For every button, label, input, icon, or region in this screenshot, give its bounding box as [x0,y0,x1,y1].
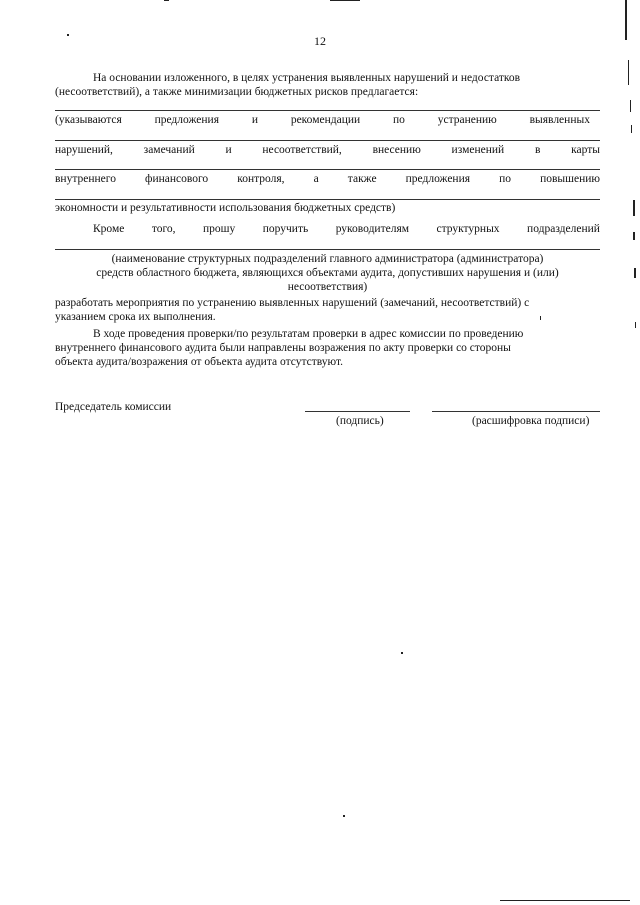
para2-word: подразделений [527,223,600,235]
para2-word: поручить [262,223,309,235]
blank-line-3 [55,169,600,170]
para1-line1: На основании изложенного, в целях устранения выявленных нарушений и недостатков [93,72,521,84]
para2-word: руководителям [335,223,410,235]
blank-row2-word: карты [571,144,600,156]
blank-row3-word: также [347,173,377,185]
para3-line2: внутреннего финансового аудита были направлены возражения по акту проверки со стороны [55,342,511,354]
signature-role: Председатель комиссии [55,401,172,413]
blank-line-5 [55,249,600,250]
blank-row2-word: внесению [372,144,421,156]
blank-row3 [55,172,600,186]
caption-line3: несоответствия) [287,281,368,293]
scan-mark [630,100,631,112]
scan-mark [540,316,541,320]
scan-mark [633,232,635,240]
para3-line1: В ходе проведения проверки/по результатам проверки в адрес комиссии по проведению [93,328,524,340]
blank-row3-word: внутреннего [55,173,116,185]
para2-line5: указанием срока их выполнения. [55,311,216,323]
signature-caption: (подпись) [336,415,384,427]
blank-row3-word: финансового [145,173,209,185]
scan-mark [625,0,627,40]
para2-word: структурных [436,223,500,235]
blank-row1 [55,113,590,127]
blank-row2-word: в [534,144,541,156]
blank-row1-word: предложения [154,114,219,126]
blank-row4: экономности и результативности использования бюджетных средств) [55,202,396,214]
signature-line [305,411,410,412]
para2-word: прошу [203,223,236,235]
blank-line-1 [55,110,600,111]
blank-row1-word: выявленных [529,114,590,126]
blank-row1-word: (указываются [55,114,122,126]
blank-line-4 [55,199,600,200]
caption-line1: (наименование структурных подразделений главного администратора (администратора) [111,253,544,265]
scan-mark [635,322,636,328]
para3-line3: объекта аудита/возражения от объекта аудита отсутствуют. [55,356,343,368]
blank-row3-word: контроля, [237,173,285,185]
blank-row3-word: а [313,173,319,185]
para1-line2: (несоответствий), а также минимизации бюджетных рисков предлагается: [55,86,419,98]
scan-mark [633,200,635,216]
blank-line-2 [55,140,600,141]
scan-mark [401,652,403,654]
blank-row2-word: изменений [451,144,505,156]
decoding-line [432,411,600,412]
blank-row3-word: предложения [405,173,471,185]
blank-row1-word: рекомендации [290,114,361,126]
para2-word: Кроме [93,223,125,235]
caption-line2: средств областного бюджета, являющихся объектами аудита, допустивших нарушения и (или) [96,267,559,279]
scan-mark [164,0,169,1]
blank-row2-word: и [225,144,232,156]
blank-row1-word: по [392,114,405,126]
blank-row1-word: и [251,114,258,126]
scan-mark [67,34,69,36]
blank-row1-word: устранению [437,114,497,126]
blank-row2 [55,143,600,157]
blank-row3-word: повышению [540,173,600,185]
scan-mark [634,268,636,278]
blank-row2-word: нарушений, [55,144,113,156]
para2-word: того, [151,223,176,235]
blank-row2-word: замечаний [143,144,195,156]
blank-row2-word: несоответствий, [262,144,342,156]
para2-line1 [93,222,600,236]
decoding-caption: (расшифровка подписи) [472,415,590,427]
page-number: 12 [314,34,326,48]
scan-mark [500,900,630,901]
scan-mark [628,60,629,85]
scan-mark [330,0,360,1]
para2-line4: разработать мероприятия по устранению выявленных нарушений (замечаний, несоответствий) с [55,297,530,309]
scan-mark [343,815,345,817]
blank-row3-word: по [499,173,512,185]
scan-mark [631,125,632,133]
